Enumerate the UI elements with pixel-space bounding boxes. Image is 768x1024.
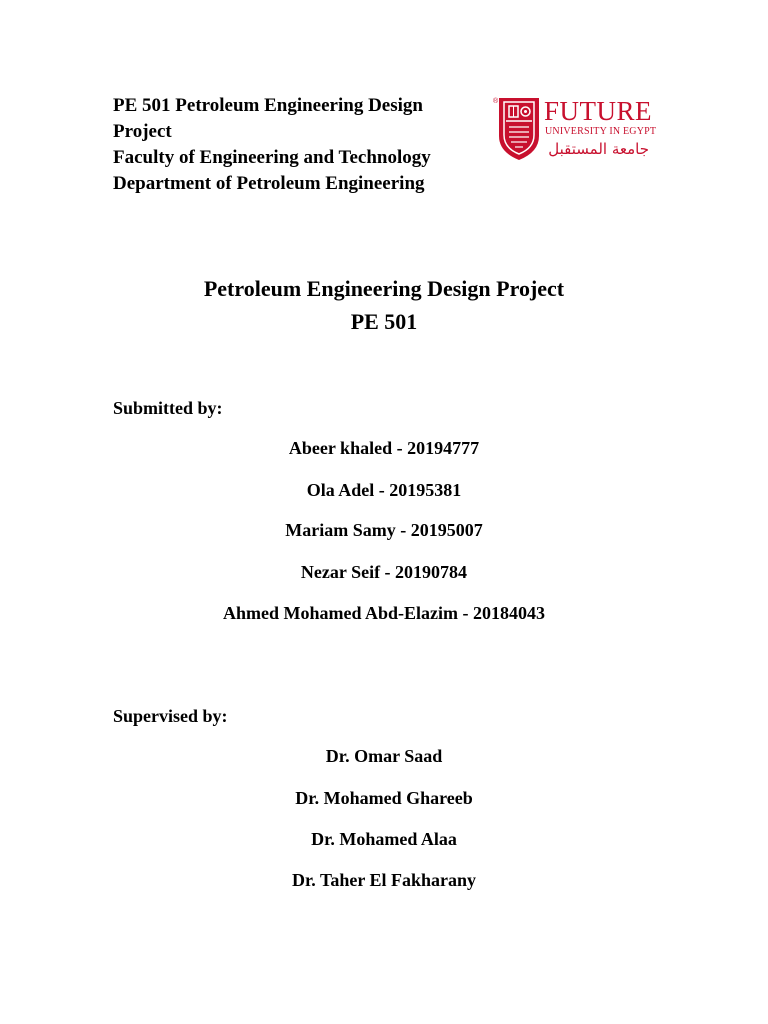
submitted-by-label: Submitted by: xyxy=(113,398,223,418)
supervisor: Dr. Mohamed Alaa xyxy=(311,829,457,849)
team-member: Abeer khaled - 20194777 xyxy=(288,438,480,458)
supervisor: Dr. Omar Saad xyxy=(325,746,443,766)
document-title: Petroleum Engineering Design Project xyxy=(203,276,565,301)
header-line-faculty: Faculty of Engineering and Technology xyxy=(113,147,431,168)
header-line-course: PE 501 Petroleum Engineering Design xyxy=(113,95,423,116)
header-line-project: Project xyxy=(113,121,172,142)
team-member: Ola Adel - 20195381 xyxy=(306,480,462,500)
team-member: Ahmed Mohamed Abd-Elazim - 20184043 xyxy=(222,603,545,623)
supervised-by-label: Supervised by: xyxy=(113,706,228,726)
university-logo xyxy=(493,96,663,166)
header-line-department: Department of Petroleum Engineering xyxy=(113,173,425,194)
university-crest-icon xyxy=(497,96,541,162)
supervisor: Dr. Taher El Fakharany xyxy=(291,870,477,890)
document-subtitle: PE 501 xyxy=(350,309,418,334)
team-member: Mariam Samy - 20195007 xyxy=(285,520,483,540)
supervisor: Dr. Mohamed Ghareeb xyxy=(295,788,473,808)
registered-mark: ® xyxy=(493,98,499,105)
logo-arabic-name: جامعة المستقبل xyxy=(548,140,649,158)
logo-wordmark: FUTURE xyxy=(544,96,653,126)
logo-subtitle: UNIVERSITY IN EGYPT xyxy=(545,126,657,137)
team-member: Nezar Seif - 20190784 xyxy=(300,562,468,582)
course-header xyxy=(113,93,483,197)
